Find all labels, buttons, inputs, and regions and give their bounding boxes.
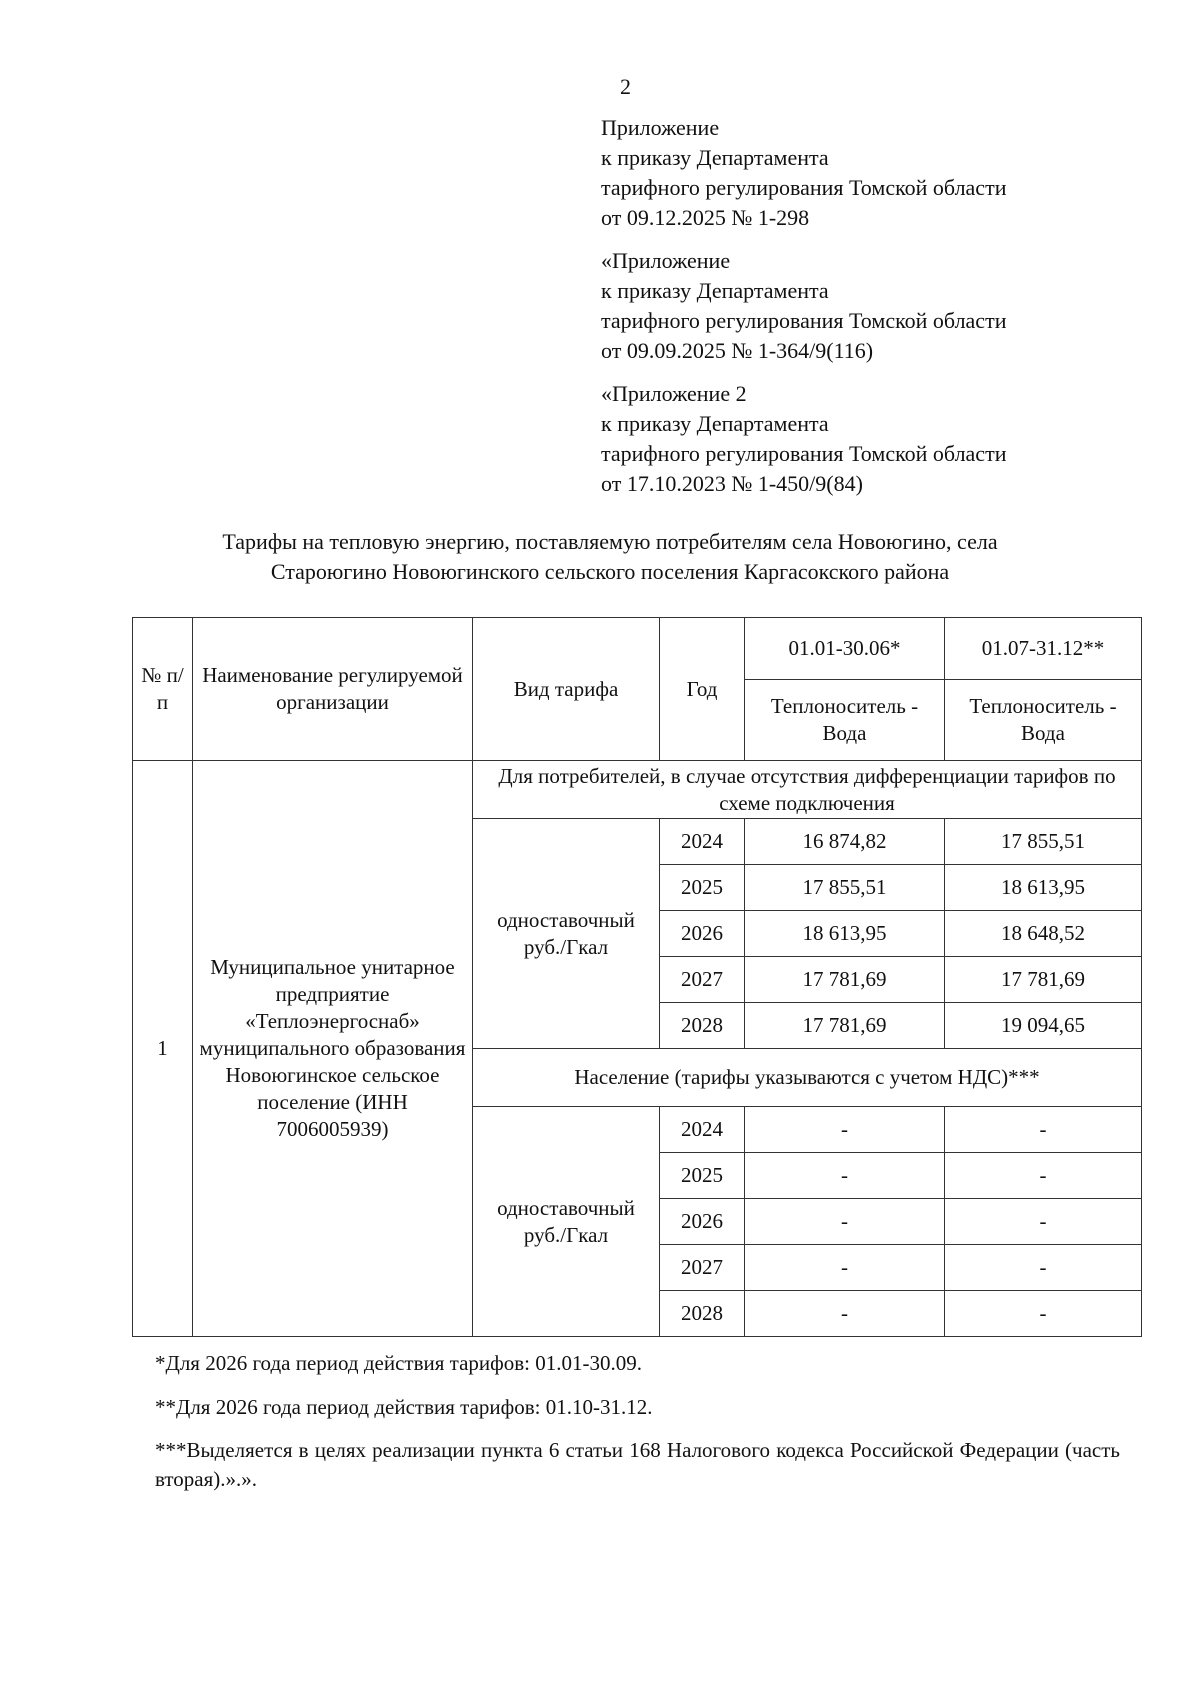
tariff-table	[132, 617, 1142, 1337]
header-carrier-1: Теплоноситель - Вода	[745, 680, 945, 761]
value-cell: -	[945, 1153, 1142, 1199]
year-cell: 2026	[660, 911, 745, 957]
appendix-line: от 09.12.2025 № 1-298	[601, 205, 810, 230]
value-cell: -	[745, 1107, 945, 1153]
appendix-line: тарифного регулирования Томской области	[601, 308, 1007, 333]
appendix-line: тарифного регулирования Томской области	[601, 175, 1007, 200]
year-cell: 2028	[660, 1003, 745, 1049]
footnote-1: *Для 2026 года период действия тарифов: 01.01-30.09.	[155, 1351, 642, 1375]
value-cell: 18 648,52	[945, 911, 1142, 957]
year-cell: 2028	[660, 1291, 745, 1337]
value-cell: -	[745, 1245, 945, 1291]
footnote-3: ***Выделяется в целях реализации пункта 6 статьи 168 Налогового кодекса Российской Федерации (часть вторая).».».	[155, 1438, 1120, 1491]
value-cell: 18 613,95	[945, 865, 1142, 911]
value-cell: -	[945, 1199, 1142, 1245]
header-org: Наименование регулируемой организации	[193, 618, 473, 761]
value-cell: 17 781,69	[745, 957, 945, 1003]
appendix-block-2	[601, 246, 1006, 366]
title-line-2: Староюгино Новоюгинского сельского поселения Каргасокского района	[270, 559, 950, 584]
appendix-line: Приложение	[601, 115, 720, 140]
year-cell: 2026	[660, 1199, 745, 1245]
value-cell: 16 874,82	[745, 819, 945, 865]
appendix-line: «Приложение 2	[601, 381, 747, 406]
value-cell: -	[945, 1107, 1142, 1153]
value-cell: -	[745, 1291, 945, 1337]
page-number: 2	[620, 74, 631, 99]
value-cell: 18 613,95	[745, 911, 945, 957]
document-title	[120, 527, 1100, 587]
value-cell: -	[745, 1153, 945, 1199]
title-line-1: Тарифы на тепловую энергию, поставляемую потребителям села Новоюгино, села	[222, 529, 998, 554]
appendix-line: к приказу Департамента	[601, 411, 829, 436]
value-cell: -	[945, 1245, 1142, 1291]
value-cell: 17 855,51	[745, 865, 945, 911]
header-carrier-2: Теплоноситель - Вода	[945, 680, 1142, 761]
value-cell: 17 781,69	[745, 1003, 945, 1049]
section-1-label: Для потребителей, в случае отсутствия дифференциации тарифов по схеме подключения	[473, 761, 1142, 819]
footnote-2: **Для 2026 года период действия тарифов: 01.10-31.12.	[155, 1395, 653, 1419]
header-period-1: 01.01-30.06*	[745, 618, 945, 680]
year-cell: 2027	[660, 957, 745, 1003]
header-row-1	[133, 618, 1142, 680]
appendix-line: к приказу Департамента	[601, 145, 829, 170]
appendix-line: тарифного регулирования Томской области	[601, 441, 1007, 466]
header-period-2: 01.07-31.12**	[945, 618, 1142, 680]
value-cell: 19 094,65	[945, 1003, 1142, 1049]
header-year: Год	[660, 618, 745, 761]
section-2-tariff-type: одноставочный руб./Гкал	[473, 1107, 660, 1337]
value-cell: 17 781,69	[945, 957, 1142, 1003]
organization-name: Муниципальное унитарное предприятие «Теплоэнергоснаб» муниципального образования Новоюгинское сельское поселение (ИНН 7006005939)	[193, 761, 473, 1337]
appendix-block-3	[601, 379, 1006, 499]
appendix-block-1	[601, 113, 1006, 233]
value-cell: -	[945, 1291, 1142, 1337]
appendix-line: «Приложение	[601, 248, 731, 273]
year-cell: 2027	[660, 1245, 745, 1291]
row-number: 1	[133, 761, 193, 1337]
appendix-line: к приказу Департамента	[601, 278, 829, 303]
year-cell: 2025	[660, 865, 745, 911]
value-cell: -	[745, 1199, 945, 1245]
appendix-line: от 09.09.2025 № 1-364/9(116)	[601, 338, 874, 363]
year-cell: 2025	[660, 1153, 745, 1199]
section-2-label: Население (тарифы указываются с учетом НДС)***	[473, 1049, 1142, 1107]
section-1-tariff-type: одноставочный руб./Гкал	[473, 819, 660, 1049]
header-num: № п/п	[133, 618, 193, 761]
year-cell: 2024	[660, 819, 745, 865]
section-1-label-row	[133, 761, 1142, 819]
value-cell: 17 855,51	[945, 819, 1142, 865]
year-cell: 2024	[660, 1107, 745, 1153]
header-tariff-type: Вид тарифа	[473, 618, 660, 761]
appendix-line: от 17.10.2023 № 1-450/9(84)	[601, 471, 863, 496]
